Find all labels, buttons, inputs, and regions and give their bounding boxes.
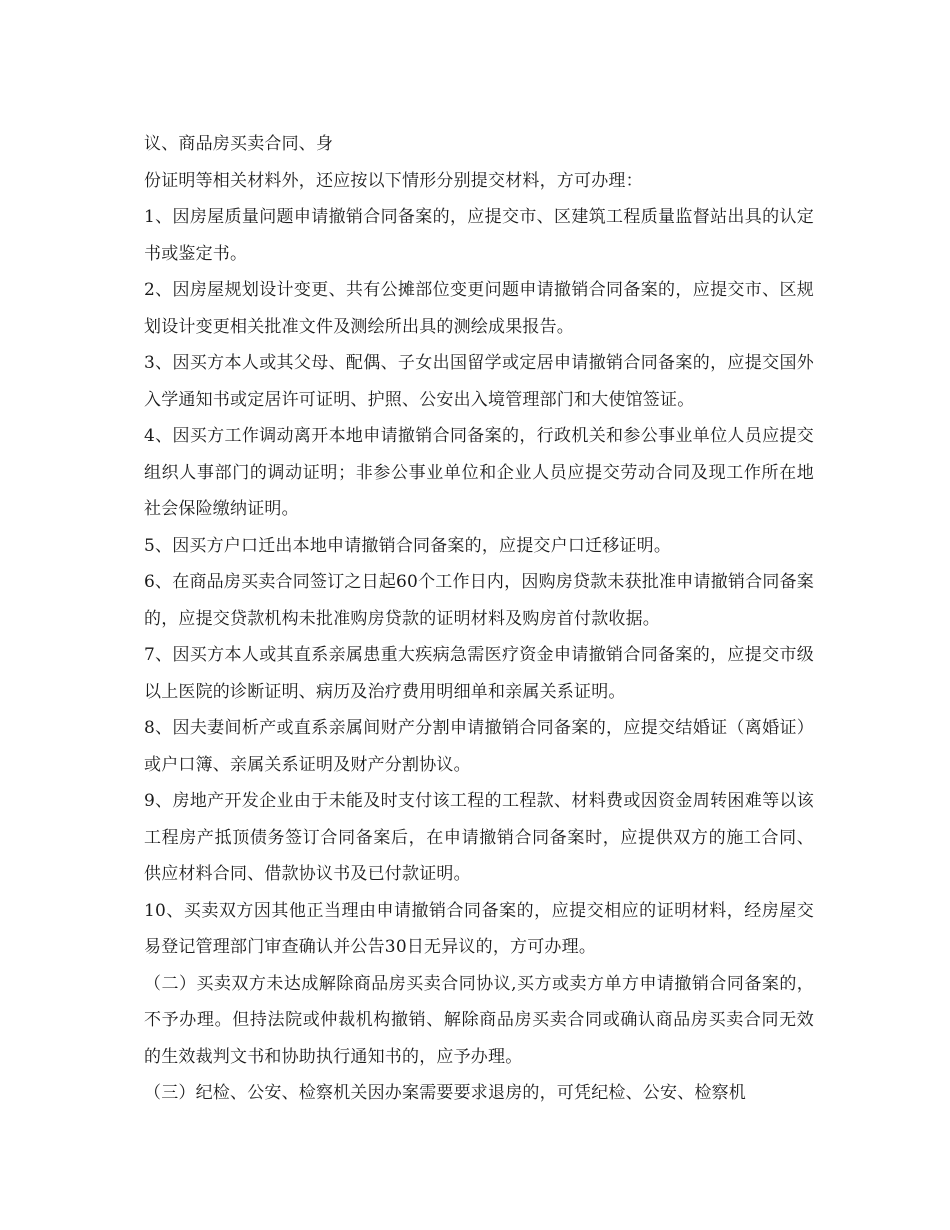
- paragraph-section-3: （三）纪检、公安、检察机关因办案需要要求退房的，可凭纪检、公安、检察机: [144, 1083, 746, 1103]
- paragraph-item-2: 2、因房屋规划设计变更、共有公摊部位变更问题申请撤销合同备案的，应提交市、区规划设计变更相关批准文件及测绘所出具的测绘成果报告。: [144, 280, 814, 337]
- paragraph-materials-intro: 份证明等相关材料外，还应按以下情形分别提交材料，方可办理：: [144, 170, 643, 191]
- paragraph-item-8: 8、因夫妻间析产或直系亲属间财产分割申请撤销合同备案的，应提交结婚证（离婚证）或户口簿、亲属关系证明及财产分割协议。: [144, 718, 814, 775]
- paragraph-item-1: 1、因房屋质量问题申请撤销合同备案的，应提交市、区建筑工程质量监督站出具的认定书或鉴定书。: [144, 207, 814, 264]
- paragraph-item-3: 3、因买方本人或其父母、配偶、子女出国留学或定居申请撤销合同备案的，应提交国外入学通知书或定居许可证明、护照、公安出入境管理部门和大使馆签证。: [144, 353, 814, 410]
- document-body: [144, 126, 814, 1112]
- paragraph-item-4: 4、因买方工作调动离开本地申请撤销合同备案的，行政机关和参公事业单位人员应提交组织人事部门的调动证明；非参公事业单位和企业人员应提交劳动合同及现工作所在地社会保险缴纳证明。: [144, 426, 814, 519]
- paragraph-item-9: 9、房地产开发企业由于未能及时支付该工程的工程款、材料费或因资金周转困难等以该工程房产抵顶债务签订合同备案后，在申请撤销合同备案时，应提供双方的施工合同、供应材料合同、借款协议书及已付款证明。: [144, 791, 814, 884]
- paragraph-fragment-intro: 议、商品房买卖合同、身: [144, 134, 334, 154]
- paragraph-item-7: 7、因买方本人或其直系亲属患重大疾病急需医疗资金申请撤销合同备案的，应提交市级以上医院的诊断证明、病历及治疗费用明细单和亲属关系证明。: [144, 645, 814, 702]
- paragraph-item-5: 5、因买方户口迁出本地申请撤销合同备案的，应提交户口迁移证明。: [144, 535, 672, 556]
- paragraph-item-10: 10、买卖双方因其他正当理由申请撤销合同备案的，应提交相应的证明材料，经房屋交易登记管理部门审查确认并公告30日无异议的，方可办理。: [144, 900, 814, 957]
- paragraph-item-6: 6、在商品房买卖合同签订之日起60个工作日内，因购房贷款未获批准申请撤销合同备案的，应提交贷款机构未批准购房贷款的证明材料及购房首付款收据。: [144, 572, 814, 629]
- paragraph-section-2: （二）买卖双方未达成解除商品房买卖合同协议,买方或卖方单方申请撤销合同备案的，不予办理。但持法院或仲裁机构撤销、解除商品房买卖合同或确认商品房买卖合同无效的生效裁判文书和协助执行通知书的，应予办理。: [144, 973, 814, 1067]
